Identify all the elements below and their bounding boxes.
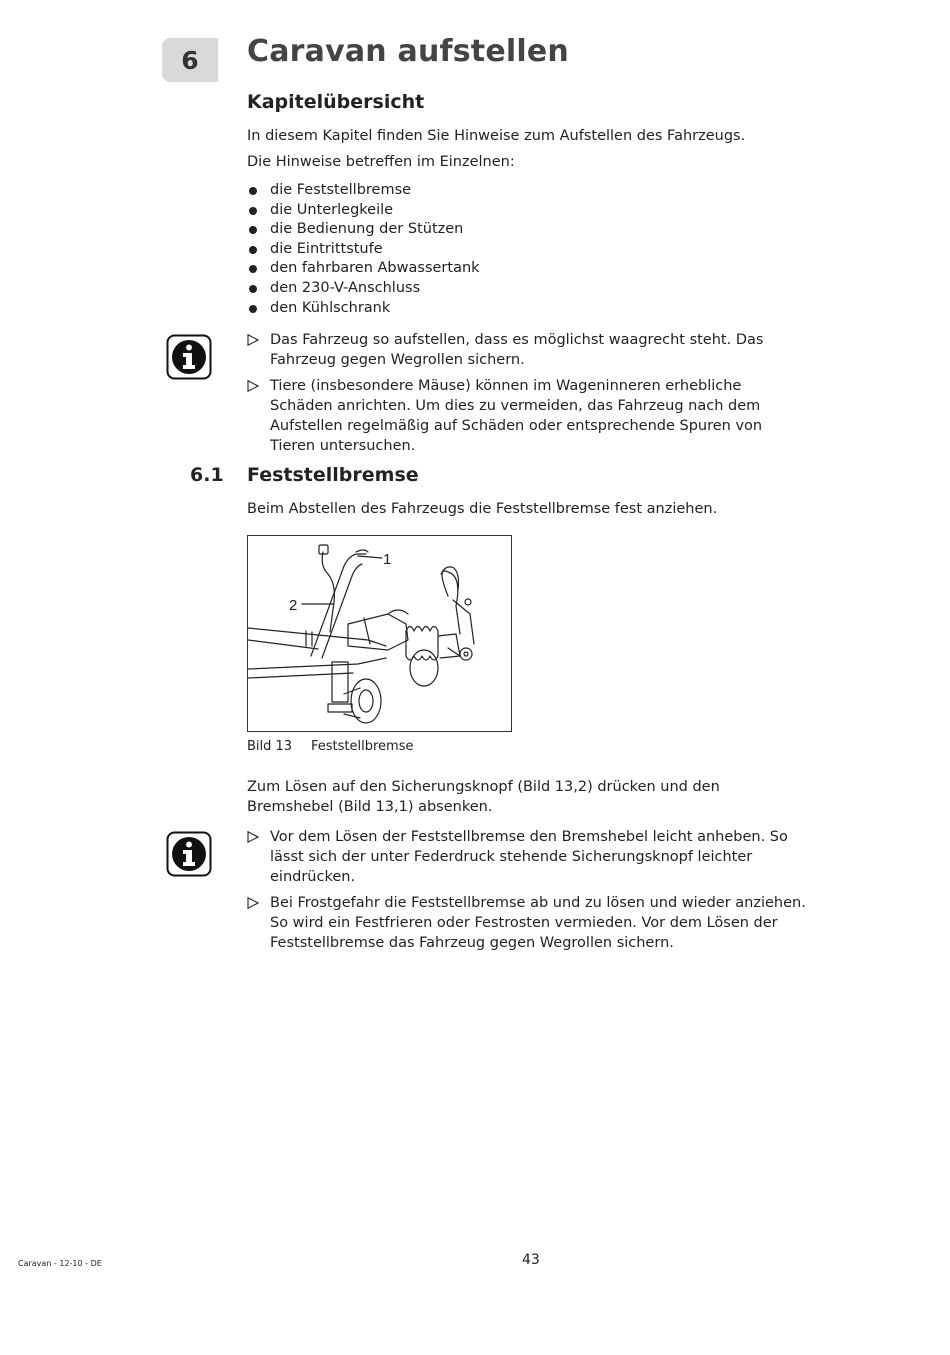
page-number: 43 <box>522 1252 540 1268</box>
list-item: die Bedienung der Stützen <box>247 220 807 240</box>
triangle-bullet-icon <box>247 334 259 346</box>
figure-caption-text: Feststellbremse <box>311 739 414 754</box>
figure-caption-label: Bild 13 <box>247 739 293 754</box>
overview-intro: In diesem Kapitel finden Sie Hinweise zum Aufstellen des Fahrzeugs. <box>247 128 746 144</box>
note-text: Tiere (insbesondere Mäuse) können im Wageninneren erhebliche Schäden anrichten. Um dies zu vermeiden, das Fahrzeug nach dem Aufstellen regelmäßig auf Schäden oder entsprechende Spuren von Tieren untersuchen. <box>270 378 763 454</box>
release-text: Zum Lösen auf den Sicherungsknopf (Bild 13,2) drücken und den Bremshebel (Bild 13,1) absenken. <box>247 779 720 815</box>
overview-notes <box>247 330 807 456</box>
info-icon <box>166 831 212 877</box>
figure-parking-brake <box>247 535 512 732</box>
list-item: den 230-V-Anschluss <box>247 279 807 299</box>
note-item <box>247 376 807 456</box>
section-number: 6.1 <box>190 464 224 486</box>
callout-2: 2 <box>289 597 298 614</box>
footer-doc-id: Caravan - 12-10 - DE <box>18 1259 102 1268</box>
list-item: die Unterlegkeile <box>247 201 807 221</box>
note-text: Vor dem Lösen der Feststellbremse den Bremshebel leicht anheben. So lässt sich der unter Federdruck stehende Sicherungsknopf leichter eindrücken. <box>270 829 788 885</box>
note-item <box>247 827 807 887</box>
section-notes <box>247 827 807 953</box>
section-intro: Beim Abstellen des Fahrzeugs die Feststellbremse fest anziehen. <box>247 501 718 517</box>
info-icon <box>166 334 212 380</box>
section-heading: Feststellbremse <box>247 464 419 486</box>
parking-brake-drawing <box>248 536 511 731</box>
note-text: Bei Frostgefahr die Feststellbremse ab und zu lösen und wieder anziehen. So wird ein Festfrieren oder Festrosten vermieden. Vor dem Lösen der Feststellbremse das Fahrzeug gegen Wegrollen sichern. <box>270 895 806 951</box>
list-item: den fahrbaren Abwassertank <box>247 259 807 279</box>
triangle-bullet-icon <box>247 831 259 843</box>
list-item: den Kühlschrank <box>247 299 807 319</box>
triangle-bullet-icon <box>247 380 259 392</box>
overview-list <box>247 181 807 318</box>
overview-lead: Die Hinweise betreffen im Einzelnen: <box>247 154 515 170</box>
overview-heading: Kapitelübersicht <box>247 91 425 113</box>
triangle-bullet-icon <box>247 897 259 909</box>
callout-1: 1 <box>383 551 392 568</box>
note-text: Das Fahrzeug so aufstellen, dass es möglichst waagrecht steht. Das Fahrzeug gegen Wegrollen sichern. <box>270 332 764 368</box>
chapter-number: 6 <box>162 38 218 82</box>
list-item: die Eintrittstufe <box>247 240 807 260</box>
chapter-title: Caravan aufstellen <box>247 34 569 69</box>
note-item <box>247 330 807 370</box>
list-item: die Feststellbremse <box>247 181 807 201</box>
note-item <box>247 893 807 953</box>
